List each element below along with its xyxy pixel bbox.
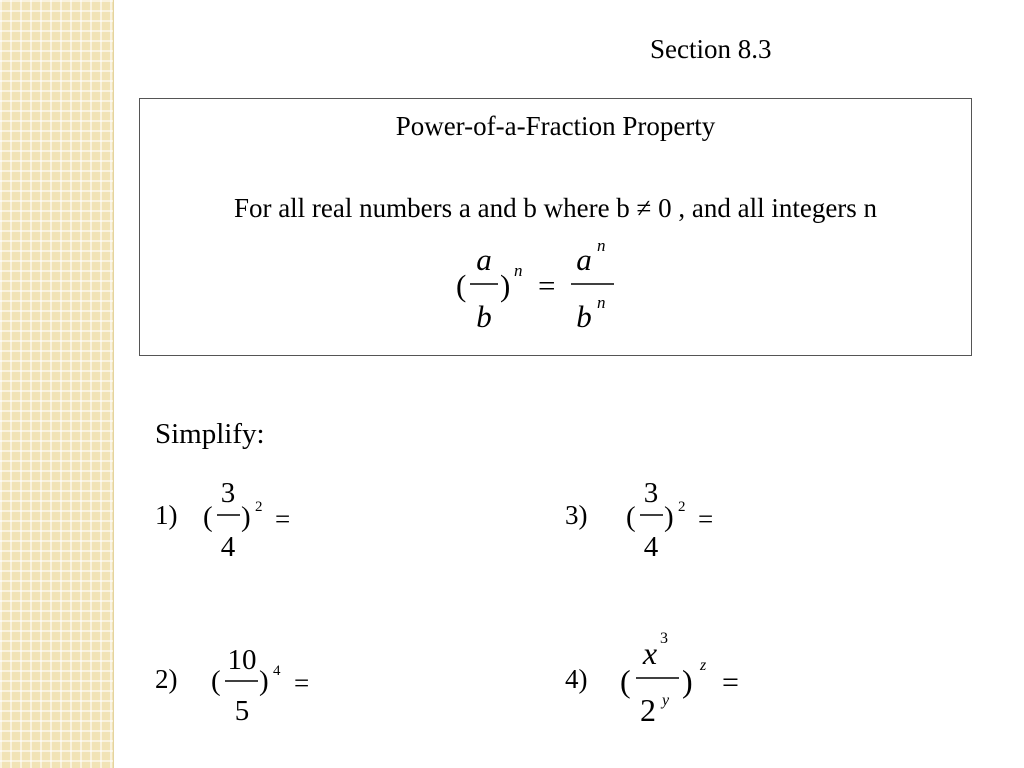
problem-1-exponent: 2: [255, 499, 263, 515]
problem-3-number: 3): [565, 500, 588, 530]
problem-3-right-paren: ): [664, 501, 674, 533]
formula-lhs-numerator: a: [476, 242, 492, 277]
formula-lhs-denominator: b: [476, 299, 492, 334]
problem-1-expression: [203, 477, 290, 563]
simplify-label: Simplify:: [155, 418, 265, 450]
formula-right-paren: ): [500, 268, 511, 303]
formula-rhs-numerator-exponent: n: [597, 236, 606, 255]
problem-1-number: 1): [155, 500, 178, 530]
property-statement: For all real numbers a and b where b ≠ 0 , and all integers n: [233, 193, 878, 223]
problem-4-right-paren: ): [682, 663, 693, 699]
problem-2-expression: [211, 644, 309, 727]
property-box: [139, 98, 972, 356]
formula-rhs-numerator: a: [576, 242, 592, 277]
section-heading: Section 8.3: [650, 34, 772, 64]
problem-4-expression: [620, 630, 739, 728]
problem-4-numerator: x: [642, 635, 658, 671]
problem-3-exponent: 2: [678, 499, 686, 515]
formula-lhs-exponent: n: [514, 261, 523, 280]
problem-1-denominator: 4: [220, 531, 236, 563]
problem-4-exponent: z: [700, 657, 707, 674]
problem-1-equals: =: [275, 504, 291, 534]
problem-2-left-paren: (: [211, 665, 221, 697]
problem-1-left-paren: (: [203, 501, 213, 533]
problem-4-numerator-exponent: 3: [660, 630, 668, 647]
problem-4-number: 4): [565, 664, 588, 694]
problem-3-equals: =: [698, 504, 714, 534]
formula-left-paren: (: [456, 268, 467, 303]
problem-2-right-paren: ): [259, 665, 269, 697]
problem-3-expression: [626, 477, 713, 563]
problem-4-left-paren: (: [620, 663, 631, 699]
formula-rhs-denominator-exponent: n: [597, 293, 606, 312]
problem-2-number: 2): [155, 664, 178, 694]
decorative-sidebar: [0, 0, 114, 768]
problem-2-exponent: 4: [273, 663, 281, 679]
problem-3-left-paren: (: [626, 501, 636, 533]
problem-4-denominator: 2: [640, 692, 656, 728]
problem-1-numerator: 3: [220, 477, 236, 509]
problem-3-numerator: 3: [643, 477, 659, 509]
property-title: Power-of-a-Fraction Property: [395, 111, 716, 141]
problem-2-equals: =: [294, 668, 310, 698]
problem-4-equals: =: [722, 666, 739, 699]
formula-rhs-denominator: b: [576, 299, 592, 334]
problem-1-right-paren: ): [241, 501, 251, 533]
problem-4-denominator-exponent: y: [662, 692, 670, 709]
problem-2-numerator: 10: [227, 644, 257, 676]
problem-3-denominator: 4: [643, 531, 659, 563]
problem-2-denominator: 5: [234, 695, 250, 727]
formula-equals: =: [538, 268, 556, 303]
